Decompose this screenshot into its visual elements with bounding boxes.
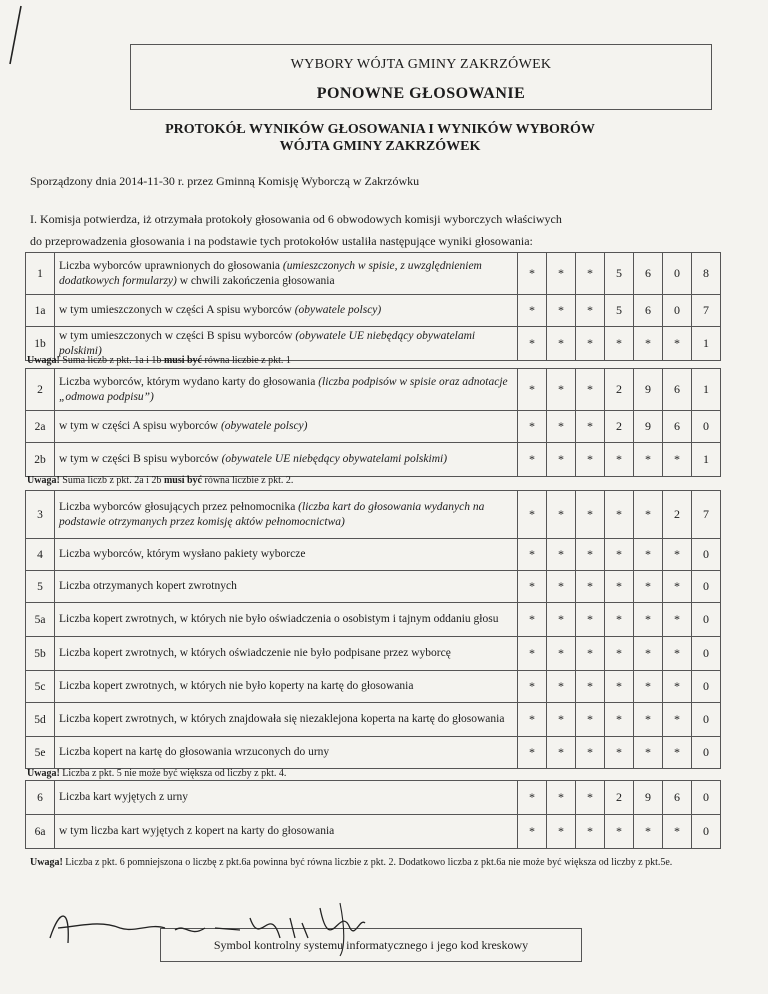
row-label-text: w tym umieszczonych w części B spisu wyborców bbox=[59, 329, 293, 342]
digit-cell: * bbox=[576, 411, 605, 443]
result-row-5d bbox=[26, 703, 721, 737]
row-label bbox=[55, 539, 518, 571]
digit-cell: * bbox=[576, 781, 605, 815]
row-label bbox=[55, 571, 518, 603]
row-label bbox=[55, 671, 518, 703]
digit-cell: * bbox=[634, 603, 663, 637]
digit-cell: * bbox=[576, 571, 605, 603]
result-row-4 bbox=[26, 539, 721, 571]
result-row-5e bbox=[26, 737, 721, 769]
digit-cell: * bbox=[605, 491, 634, 539]
digit-cell: * bbox=[576, 603, 605, 637]
digit-cell: 0 bbox=[663, 295, 692, 327]
digit-cell: * bbox=[547, 295, 576, 327]
digit-cell: * bbox=[547, 603, 576, 637]
digit-cell: 0 bbox=[663, 253, 692, 295]
row-number: 5a bbox=[26, 603, 55, 637]
digit-cell: * bbox=[576, 253, 605, 295]
digit-cell: 0 bbox=[692, 781, 721, 815]
digit-cell: 0 bbox=[692, 571, 721, 603]
row-label bbox=[55, 703, 518, 737]
row-label-end: w chwili zakończenia głosowania bbox=[179, 274, 335, 287]
row-number: 4 bbox=[26, 539, 55, 571]
digit-cell: * bbox=[576, 295, 605, 327]
digit-cell: 7 bbox=[692, 295, 721, 327]
handwritten-slash-mark bbox=[6, 4, 24, 66]
digit-cell: * bbox=[663, 703, 692, 737]
result-row-2b bbox=[26, 443, 721, 477]
digit-cell: 5 bbox=[605, 295, 634, 327]
digit-cell: 6 bbox=[663, 781, 692, 815]
digit-cell: * bbox=[634, 539, 663, 571]
digit-cell: * bbox=[518, 637, 547, 671]
row-label-italic: (liczba kart do głosowania wydanych na podstawie otrzymanych przez komisję aktów pełnomocnictwa) bbox=[59, 500, 485, 528]
row-label bbox=[55, 295, 518, 327]
digit-cell: * bbox=[663, 637, 692, 671]
election-header-box bbox=[130, 44, 712, 110]
digit-cell: * bbox=[576, 737, 605, 769]
note-4-text: Liczba z pkt. 6 pomniejszona o liczbę z pkt.6a powinna być równa liczbie z pkt. 2. Dodatkowo liczba z pkt.6a nie może być większa od liczby z pkt.5e. bbox=[62, 857, 673, 868]
control-symbol-label: Symbol kontrolny systemu informatycznego i jego kod kreskowy bbox=[213, 938, 529, 952]
digit-cell: * bbox=[605, 671, 634, 703]
row-label bbox=[55, 815, 518, 849]
row-label-text: Liczba wyborców, którym wysłano pakiety wyborcze bbox=[59, 548, 306, 560]
row-number: 1a bbox=[26, 295, 55, 327]
row-label bbox=[55, 637, 518, 671]
digit-cell: * bbox=[518, 539, 547, 571]
digit-cell: * bbox=[547, 703, 576, 737]
digit-cell: * bbox=[518, 571, 547, 603]
row-label-text: Liczba otrzymanych kopert zwrotnych bbox=[59, 580, 237, 592]
note-1-end: równa liczbie z pkt. 1 bbox=[202, 355, 291, 366]
digit-cell: * bbox=[547, 637, 576, 671]
row-number: 6 bbox=[26, 781, 55, 815]
row-label bbox=[55, 253, 518, 295]
digit-cell: * bbox=[547, 571, 576, 603]
digit-cell: * bbox=[605, 637, 634, 671]
row-number: 6a bbox=[26, 815, 55, 849]
row-number: 2a bbox=[26, 411, 55, 443]
row-label-text: Liczba kopert na kartę do głosowania wrzuconych do urny bbox=[59, 746, 330, 758]
digit-cell: * bbox=[576, 815, 605, 849]
vote-type-title: PONOWNE GŁOSOWANIE bbox=[316, 85, 526, 102]
row-label bbox=[55, 737, 518, 769]
digit-cell: * bbox=[518, 411, 547, 443]
protocol-title-line-2: WÓJTA GMINY ZAKRZÓWEK bbox=[279, 139, 481, 154]
digit-cell: 1 bbox=[692, 327, 721, 361]
digit-cell: 6 bbox=[663, 411, 692, 443]
result-row-6 bbox=[26, 781, 721, 815]
digit-cell: * bbox=[518, 671, 547, 703]
digit-cell: * bbox=[605, 443, 634, 477]
row-label-text: w tym liczba kart wyjętych z kopert na karty do głosowania bbox=[59, 825, 335, 837]
digit-cell: 6 bbox=[634, 253, 663, 295]
digit-cell: * bbox=[547, 671, 576, 703]
digit-cell: * bbox=[663, 815, 692, 849]
digit-cell: 8 bbox=[692, 253, 721, 295]
result-row-6a bbox=[26, 815, 721, 849]
result-row-3 bbox=[26, 491, 721, 539]
digit-cell: 1 bbox=[692, 443, 721, 477]
digit-cell: * bbox=[605, 327, 634, 361]
row-number: 5 bbox=[26, 571, 55, 603]
digit-cell: * bbox=[547, 327, 576, 361]
digit-cell: 5 bbox=[605, 253, 634, 295]
digit-cell: * bbox=[605, 703, 634, 737]
row-label-text: Liczba kopert zwrotnych, w których znajdowała się niezaklejona koperta na kartę do głosowania bbox=[59, 713, 505, 725]
digit-cell: * bbox=[634, 571, 663, 603]
row-label-text: w tym w części A spisu wyborców bbox=[59, 420, 219, 432]
digit-cell: * bbox=[605, 815, 634, 849]
digit-cell: * bbox=[576, 637, 605, 671]
digit-cell: 0 bbox=[692, 737, 721, 769]
digit-cell: * bbox=[518, 737, 547, 769]
digit-cell: * bbox=[518, 295, 547, 327]
result-row-1 bbox=[26, 253, 721, 295]
digit-cell: 9 bbox=[634, 369, 663, 411]
result-row-5a bbox=[26, 603, 721, 637]
row-label-italic: (umieszczonych w spisie, z uwzględnieniem dodatkowych formularzy) bbox=[59, 259, 482, 287]
row-number: 1b bbox=[26, 327, 55, 361]
row-label-italic: (obywatele polscy) bbox=[220, 420, 308, 432]
digit-cell: * bbox=[518, 703, 547, 737]
digit-cell: * bbox=[634, 491, 663, 539]
digit-cell: * bbox=[547, 815, 576, 849]
row-label bbox=[55, 491, 518, 539]
row-number: 3 bbox=[26, 491, 55, 539]
row-label-italic: (liczba podpisów w spisie oraz adnotacje „odmowa podpisu”) bbox=[59, 375, 508, 403]
digit-cell: * bbox=[547, 253, 576, 295]
digit-cell: 2 bbox=[663, 491, 692, 539]
note-3-text: Liczba z pkt. 5 nie może być większa od liczby z pkt. 4. bbox=[59, 768, 287, 779]
digit-cell: 7 bbox=[692, 491, 721, 539]
result-row-1a bbox=[26, 295, 721, 327]
section-1-intro-line-1: I. Komisja potwierdza, iż otrzymała protokoły głosowania od 6 obwodowych komisji wyborczych właściwych bbox=[30, 212, 562, 226]
row-label-text: Liczba kart wyjętych z urny bbox=[59, 791, 188, 803]
row-label-text: Liczba kopert zwrotnych, w których nie było oświadczenia o osobistym i tajnym oddaniu głosu bbox=[59, 613, 499, 625]
note-1-text: Suma liczb z pkt. 1a i 1b bbox=[59, 355, 164, 366]
digit-cell: 0 bbox=[692, 671, 721, 703]
row-number: 5e bbox=[26, 737, 55, 769]
digit-cell: * bbox=[547, 737, 576, 769]
digit-cell: * bbox=[518, 491, 547, 539]
protocol-date-line: Sporządzony dnia 2014-11-30 r. przez Gminną Komisję Wyborczą w Zakrzówku bbox=[30, 174, 420, 188]
row-number: 5c bbox=[26, 671, 55, 703]
digit-cell: 0 bbox=[692, 815, 721, 849]
digit-cell: 2 bbox=[605, 411, 634, 443]
digit-cell: 6 bbox=[634, 295, 663, 327]
row-label-text: Liczba wyborców głosujących przez pełnomocnika bbox=[59, 500, 296, 513]
result-row-5c bbox=[26, 671, 721, 703]
digit-cell: * bbox=[634, 737, 663, 769]
note-1-bold: musi być bbox=[163, 355, 202, 366]
digit-cell: * bbox=[547, 369, 576, 411]
row-label bbox=[55, 443, 518, 477]
digit-cell: * bbox=[605, 571, 634, 603]
result-row-2a bbox=[26, 411, 721, 443]
row-label bbox=[55, 369, 518, 411]
results-table-voters bbox=[25, 252, 721, 361]
digit-cell: * bbox=[634, 815, 663, 849]
note-4 bbox=[30, 856, 720, 869]
note-1 bbox=[27, 355, 291, 366]
digit-cell: 1 bbox=[692, 369, 721, 411]
digit-cell: * bbox=[605, 603, 634, 637]
digit-cell: 0 bbox=[692, 411, 721, 443]
digit-cell: * bbox=[663, 603, 692, 637]
digit-cell: * bbox=[663, 571, 692, 603]
row-label bbox=[55, 603, 518, 637]
digit-cell: * bbox=[518, 443, 547, 477]
digit-cell: * bbox=[576, 443, 605, 477]
row-label bbox=[55, 781, 518, 815]
note-2-end: równa liczbie z pkt. 2. bbox=[202, 475, 294, 486]
row-label-italic: (obywatele polscy) bbox=[294, 304, 382, 316]
digit-cell: 0 bbox=[692, 637, 721, 671]
row-number: 1 bbox=[26, 253, 55, 295]
digit-cell: * bbox=[634, 327, 663, 361]
digit-cell: * bbox=[518, 781, 547, 815]
digit-cell: * bbox=[547, 781, 576, 815]
digit-cell: * bbox=[576, 703, 605, 737]
row-label-text: Liczba wyborców uprawnionych do głosowania bbox=[59, 259, 280, 272]
note-1-prefix: Uwaga! bbox=[27, 355, 60, 366]
digit-cell: * bbox=[663, 327, 692, 361]
digit-cell: * bbox=[663, 443, 692, 477]
row-label bbox=[55, 411, 518, 443]
section-1-intro-line-2: do przeprowadzenia głosowania i na podstawie tych protokołów ustaliła następujące wyniki głosowania: bbox=[30, 234, 533, 248]
digit-cell: 6 bbox=[663, 369, 692, 411]
digit-cell: 9 bbox=[634, 781, 663, 815]
note-3-prefix: Uwaga! bbox=[27, 768, 60, 779]
digit-cell: * bbox=[576, 491, 605, 539]
row-number: 2b bbox=[26, 443, 55, 477]
digit-cell: * bbox=[576, 539, 605, 571]
result-row-5 bbox=[26, 571, 721, 603]
digit-cell: * bbox=[518, 369, 547, 411]
note-4-prefix: Uwaga! bbox=[30, 857, 63, 868]
digit-cell: * bbox=[518, 327, 547, 361]
row-label-text: w tym umieszczonych w części A spisu wyborców bbox=[59, 304, 292, 316]
note-2-prefix: Uwaga! bbox=[27, 475, 60, 486]
row-label-text: Liczba kopert zwrotnych, w których nie było koperty na kartę do głosowania bbox=[59, 680, 414, 692]
row-label-text: w tym w części B spisu wyborców bbox=[59, 453, 219, 465]
digit-cell: * bbox=[576, 327, 605, 361]
digit-cell: 0 bbox=[692, 703, 721, 737]
note-2 bbox=[27, 475, 293, 486]
digit-cell: 0 bbox=[692, 539, 721, 571]
digit-cell: * bbox=[605, 737, 634, 769]
results-table-cards bbox=[25, 368, 721, 477]
digit-cell: 2 bbox=[605, 781, 634, 815]
digit-cell: * bbox=[634, 703, 663, 737]
note-2-text: Suma liczb z pkt. 2a i 2b bbox=[59, 475, 164, 486]
digit-cell: * bbox=[634, 671, 663, 703]
digit-cell: * bbox=[576, 671, 605, 703]
digit-cell: 9 bbox=[634, 411, 663, 443]
handwritten-signatures bbox=[40, 898, 380, 958]
note-2-bold: musi być bbox=[163, 475, 202, 486]
election-name: WYBORY WÓJTA GMINY ZAKRZÓWEK bbox=[290, 57, 552, 72]
digit-cell: 2 bbox=[605, 369, 634, 411]
digit-cell: * bbox=[518, 815, 547, 849]
digit-cell: * bbox=[518, 603, 547, 637]
results-table-proxy-and-postal bbox=[25, 490, 721, 769]
digit-cell: * bbox=[634, 637, 663, 671]
digit-cell: * bbox=[663, 737, 692, 769]
digit-cell: * bbox=[605, 539, 634, 571]
digit-cell: * bbox=[634, 443, 663, 477]
results-table-ballots bbox=[25, 780, 721, 849]
row-label-text: Liczba kopert zwrotnych, w których oświadczenie nie było podpisane przez wyborcę bbox=[59, 647, 451, 659]
row-label-italic: (obywatele UE niebędący obywatelami polskimi) bbox=[221, 453, 448, 465]
digit-cell: * bbox=[547, 491, 576, 539]
result-row-5b bbox=[26, 637, 721, 671]
digit-cell: 0 bbox=[692, 603, 721, 637]
protocol-title-line-1: PROTOKÓŁ WYNIKÓW GŁOSOWANIA I WYNIKÓW WYBORÓW bbox=[165, 122, 595, 137]
row-number: 5d bbox=[26, 703, 55, 737]
protocol-title bbox=[100, 121, 660, 155]
digit-cell: * bbox=[663, 671, 692, 703]
digit-cell: * bbox=[547, 443, 576, 477]
row-label-text: Liczba wyborców, którym wydano karty do głosowania bbox=[59, 375, 316, 388]
result-row-2 bbox=[26, 369, 721, 411]
digit-cell: * bbox=[663, 539, 692, 571]
row-number: 2 bbox=[26, 369, 55, 411]
digit-cell: * bbox=[518, 253, 547, 295]
digit-cell: * bbox=[547, 539, 576, 571]
digit-cell: * bbox=[547, 411, 576, 443]
digit-cell: * bbox=[576, 369, 605, 411]
row-number: 5b bbox=[26, 637, 55, 671]
row-label-italic: (obywatele UE niebędący obywatelami polskimi) bbox=[59, 329, 476, 357]
note-3 bbox=[27, 768, 286, 779]
